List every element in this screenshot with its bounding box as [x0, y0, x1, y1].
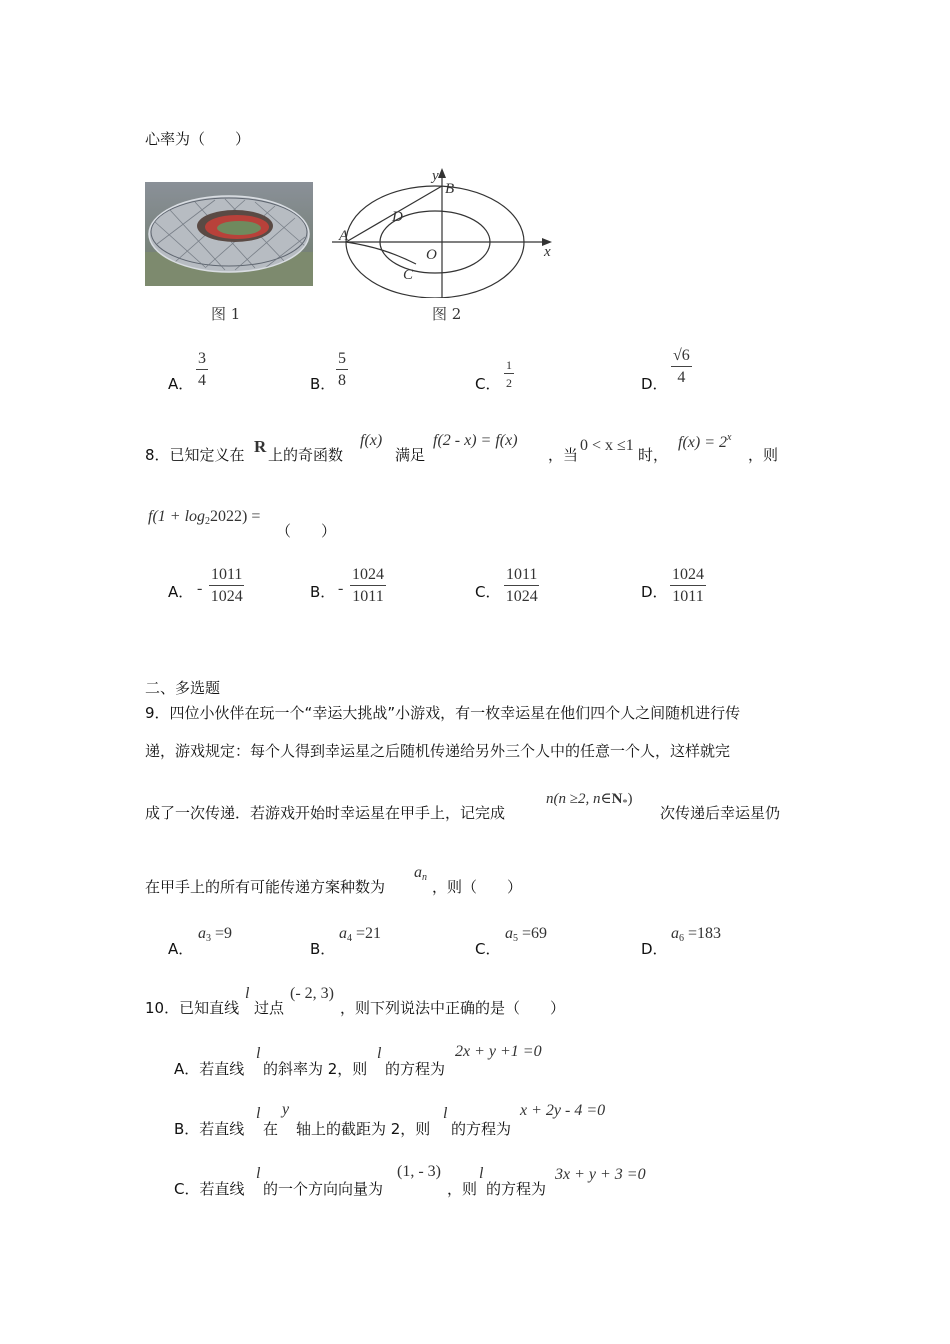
q10-option-a-l-1: l	[256, 1045, 261, 1062]
q10-option-c-text-4: 的方程为	[486, 1180, 547, 1198]
q8-eq-symmetry: f(2 - x) = f(x)	[433, 432, 518, 449]
q10-option-c-direction-vector: (1, - 3)	[397, 1163, 441, 1180]
q10-option-b-text-1[interactable]: B．若直线	[174, 1120, 245, 1138]
q10-option-a-l-2: l	[377, 1045, 382, 1062]
q7-option-c-label[interactable]: C．	[475, 375, 501, 393]
q8-option-a-fraction: $\frac{1011}{1024}$	[210, 566, 243, 605]
q10-option-c-text-1[interactable]: C．若直线	[174, 1180, 245, 1198]
q8-text-3: 满足	[395, 446, 426, 464]
q8-option-d-fraction: $\frac{1024}{1011}$	[672, 566, 704, 605]
q10-text-1: 10．已知直线	[145, 999, 240, 1017]
q10-option-a-text-2: 的斜率为 2，则	[263, 1060, 368, 1078]
q9-option-b-value: $a_4 =21$	[339, 925, 382, 944]
y-axis-arrow	[438, 168, 446, 178]
q7-option-d-label[interactable]: D．	[641, 375, 668, 393]
q8-text-5: 时，	[638, 446, 669, 464]
q8-expression: $f(1 + \log_22022)$ =	[148, 508, 261, 527]
label-c: C	[403, 267, 414, 283]
q10-text-3: ，则下列说法中正确的是（ ）	[340, 999, 566, 1017]
q9-line-3a: 成了一次传递．若游戏开始时幸运星在甲手上，记完成	[145, 804, 506, 822]
label-d: D	[392, 209, 403, 225]
q9-option-b-label[interactable]: B．	[310, 940, 336, 958]
q9-n-range: n(n ≥2, $n\in N_*$)	[546, 791, 633, 809]
label-x: x	[544, 244, 551, 260]
q8-set-r: R	[254, 437, 267, 456]
q8-option-c-label[interactable]: C．	[475, 583, 501, 601]
q8-text-4: ，当	[548, 446, 579, 464]
q10-option-b-text-2: 在	[263, 1120, 279, 1138]
q10-option-a-equation: 2x + y +1 =0	[455, 1043, 542, 1060]
q10-option-c-text-3: ，则	[447, 1180, 478, 1198]
q10-option-c-equation: 3x + y + 3 =0	[555, 1166, 646, 1183]
q8-option-b-fraction: $\frac{1024}{1011}$	[352, 566, 384, 605]
label-o: O	[426, 247, 437, 263]
q10-option-b-equation: x + 2y - 4 =0	[520, 1102, 606, 1119]
q7-option-b-label[interactable]: B．	[310, 375, 336, 393]
q9-line-4a: 在甲手上的所有可能传递方案种数为	[145, 878, 386, 896]
q10-option-c-text-2: 的一个方向向量为	[263, 1180, 384, 1198]
q9-line-3b: 次传递后幸运星仍	[660, 804, 781, 822]
q8-eq-exp: $f(x) = 2^x$	[678, 432, 732, 451]
q8-condition: 0 < x ≤1	[580, 437, 634, 454]
q10-text-2: 过点	[254, 999, 285, 1017]
q8-text-6: ，则	[748, 446, 779, 464]
q8-option-a-label[interactable]: A．	[168, 583, 194, 601]
q9-option-a-value: $a_3 =9$	[198, 925, 233, 944]
q9-option-c-label[interactable]: C．	[475, 940, 501, 958]
q8-option-a-sign: -	[197, 580, 203, 597]
q9-line-2: 递，游戏规定：每个人得到幸运星之后随机传递给另外三个人中的任意一个人，这样就完	[145, 742, 731, 760]
q8-option-d-label[interactable]: D．	[641, 583, 668, 601]
q10-option-c-l-1: l	[256, 1165, 261, 1182]
tangent-line-ac	[346, 242, 416, 264]
q8-option-c-fraction: $\frac{1011}{1024}$	[505, 566, 538, 605]
q9-an: $a_n$	[414, 864, 427, 883]
q9-line-4b: ，则（ ）	[432, 878, 523, 896]
figure-2-caption: 图 2	[432, 305, 462, 323]
question-7-stem-end: 心率为（ ）	[145, 130, 251, 148]
q7-option-c-fraction: $\frac{1}{2}$	[506, 358, 512, 390]
q8-text-1: 8．已知定义在	[145, 446, 245, 464]
q8-answer-paren: （ ）	[276, 522, 337, 540]
section-title-multiple-choice: 二、多选题	[145, 679, 221, 697]
q10-option-a-text-3: 的方程为	[385, 1060, 446, 1078]
q10-option-a-text-1[interactable]: A．若直线	[174, 1060, 245, 1078]
q8-option-b-sign: -	[338, 580, 344, 597]
ellipse-diagram	[332, 160, 564, 298]
q10-point: (- 2, 3)	[290, 985, 334, 1002]
q7-option-a-fraction: $\frac{3}{4}$	[198, 350, 206, 389]
q9-option-c-value: $a_5 =69$	[505, 925, 548, 944]
label-y: y	[432, 168, 439, 184]
q10-option-b-l-2: l	[443, 1105, 448, 1122]
q9-option-d-value: $a_6 =183$	[671, 925, 722, 944]
q7-option-a-label[interactable]: A．	[168, 375, 194, 393]
q9-option-a-label[interactable]: A．	[168, 940, 194, 958]
q9-option-d-label[interactable]: D．	[641, 940, 668, 958]
q10-option-b-text-4: 的方程为	[451, 1120, 512, 1138]
q10-line-l: l	[245, 985, 250, 1002]
q8-fx: f(x)	[360, 432, 383, 449]
q10-option-b-l-1: l	[256, 1105, 261, 1122]
q7-option-b-fraction: $\frac{5}{8}$	[338, 350, 346, 389]
label-b: B	[445, 181, 455, 197]
q10-option-b-text-3: 轴上的截距为 2，则	[296, 1120, 431, 1138]
q8-option-b-label[interactable]: B．	[310, 583, 336, 601]
figure-1-caption: 图 1	[211, 305, 241, 323]
q10-option-c-l-2: l	[479, 1165, 484, 1182]
q9-line-1: 9．四位小伙伴在玩一个“幸运大挑战”小游戏，有一枚幸运星在他们四个人之间随机进行传	[145, 704, 741, 722]
q7-option-d-fraction: $\frac{√6}{4}$	[673, 347, 690, 386]
label-a: A	[339, 228, 349, 244]
stadium-photo	[145, 182, 313, 286]
q8-text-2: 上的奇函数	[268, 446, 344, 464]
q10-option-b-y: y	[282, 1101, 290, 1118]
